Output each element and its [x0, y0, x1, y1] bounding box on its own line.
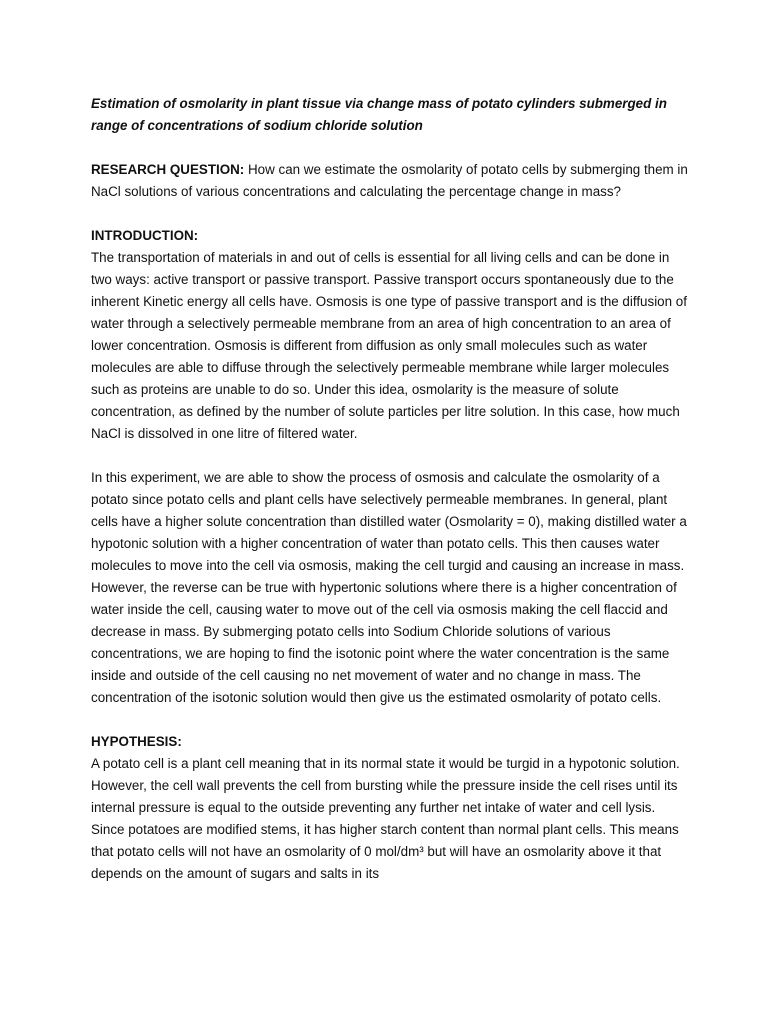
introduction-paragraph: In this experiment, we are able to show the process of osmosis and calculate the osmolarity of a potato since potato cells and plant cells have selectively permeable membranes. In general, plant cells have a higher solute concentration than distilled water (Osmolarity = 0), making distilled water a hypotonic solution with a higher concentration of water than potato cells. This then causes water molecules to move into the cell via osmosis, making the cell turgid and causing an increase in mass. However, the reverse can be true with hypertonic solutions where there is a higher concentration of water inside the cell, causing water to move out of the cell via osmosis making the cell flaccid and decrease in mass. By submerging potato cells into Sodium Chloride solutions of various concentrations, we are hoping to find the isotonic point where the water concentration is the same inside and outside of the cell causing no net movement of water and no change in mass. The concentration of the isotonic solution would then give us the estimated osmolarity of potato cells.	[91, 470, 687, 705]
introduction-section	[91, 225, 691, 709]
research-question-text: How can we estimate the osmolarity of potato cells by submerging them in NaCl solutions of various concentrations and calculating the percentage change in mass?	[91, 162, 688, 199]
document-page	[91, 93, 691, 885]
introduction-paragraph: The transportation of materials in and out of cells is essential for all living cells and can be done in two ways: active transport or passive transport. Passive transport occurs spontaneously due to the inherent Kinetic energy all cells have. Osmosis is one type of passive transport and is the diffusion of water through a selectively permeable membrane from an area of high concentration to an area of lower concentration. Osmosis is different from diffusion as only small molecules such as water molecules are able to diffuse through the selectively permeable membrane while larger molecules such as proteins are unable to do so. Under this idea, osmolarity is the measure of solute concentration, as defined by the number of solute particles per litre solution. In this case, how much NaCl is dissolved in one litre of filtered water.	[91, 250, 687, 441]
introduction-heading: INTRODUCTION:	[91, 228, 199, 243]
research-question	[91, 159, 691, 203]
hypothesis-heading: HYPOTHESIS:	[91, 734, 182, 749]
research-question-label: RESEARCH QUESTION:	[91, 162, 245, 177]
research-question-section	[91, 159, 691, 203]
hypothesis-section	[91, 731, 691, 885]
document-title: Estimation of osmolarity in plant tissue via change mass of potato cylinders submerged in range of concentrations of sodium chloride solution	[91, 96, 667, 133]
hypothesis-paragraph: A potato cell is a plant cell meaning that in its normal state it would be turgid in a hypotonic solution. However, the cell wall prevents the cell from bursting while the pressure inside the cell rises until its internal pressure is equal to the outside preventing any further net intake of water and cell lysis. Since potatoes are modified stems, it has higher starch content than normal plant cells. This means that potato cells will not have an osmolarity of 0 mol/dm³ but will have an osmolarity above it that depends on the amount of sugars and salts in its	[91, 756, 680, 881]
